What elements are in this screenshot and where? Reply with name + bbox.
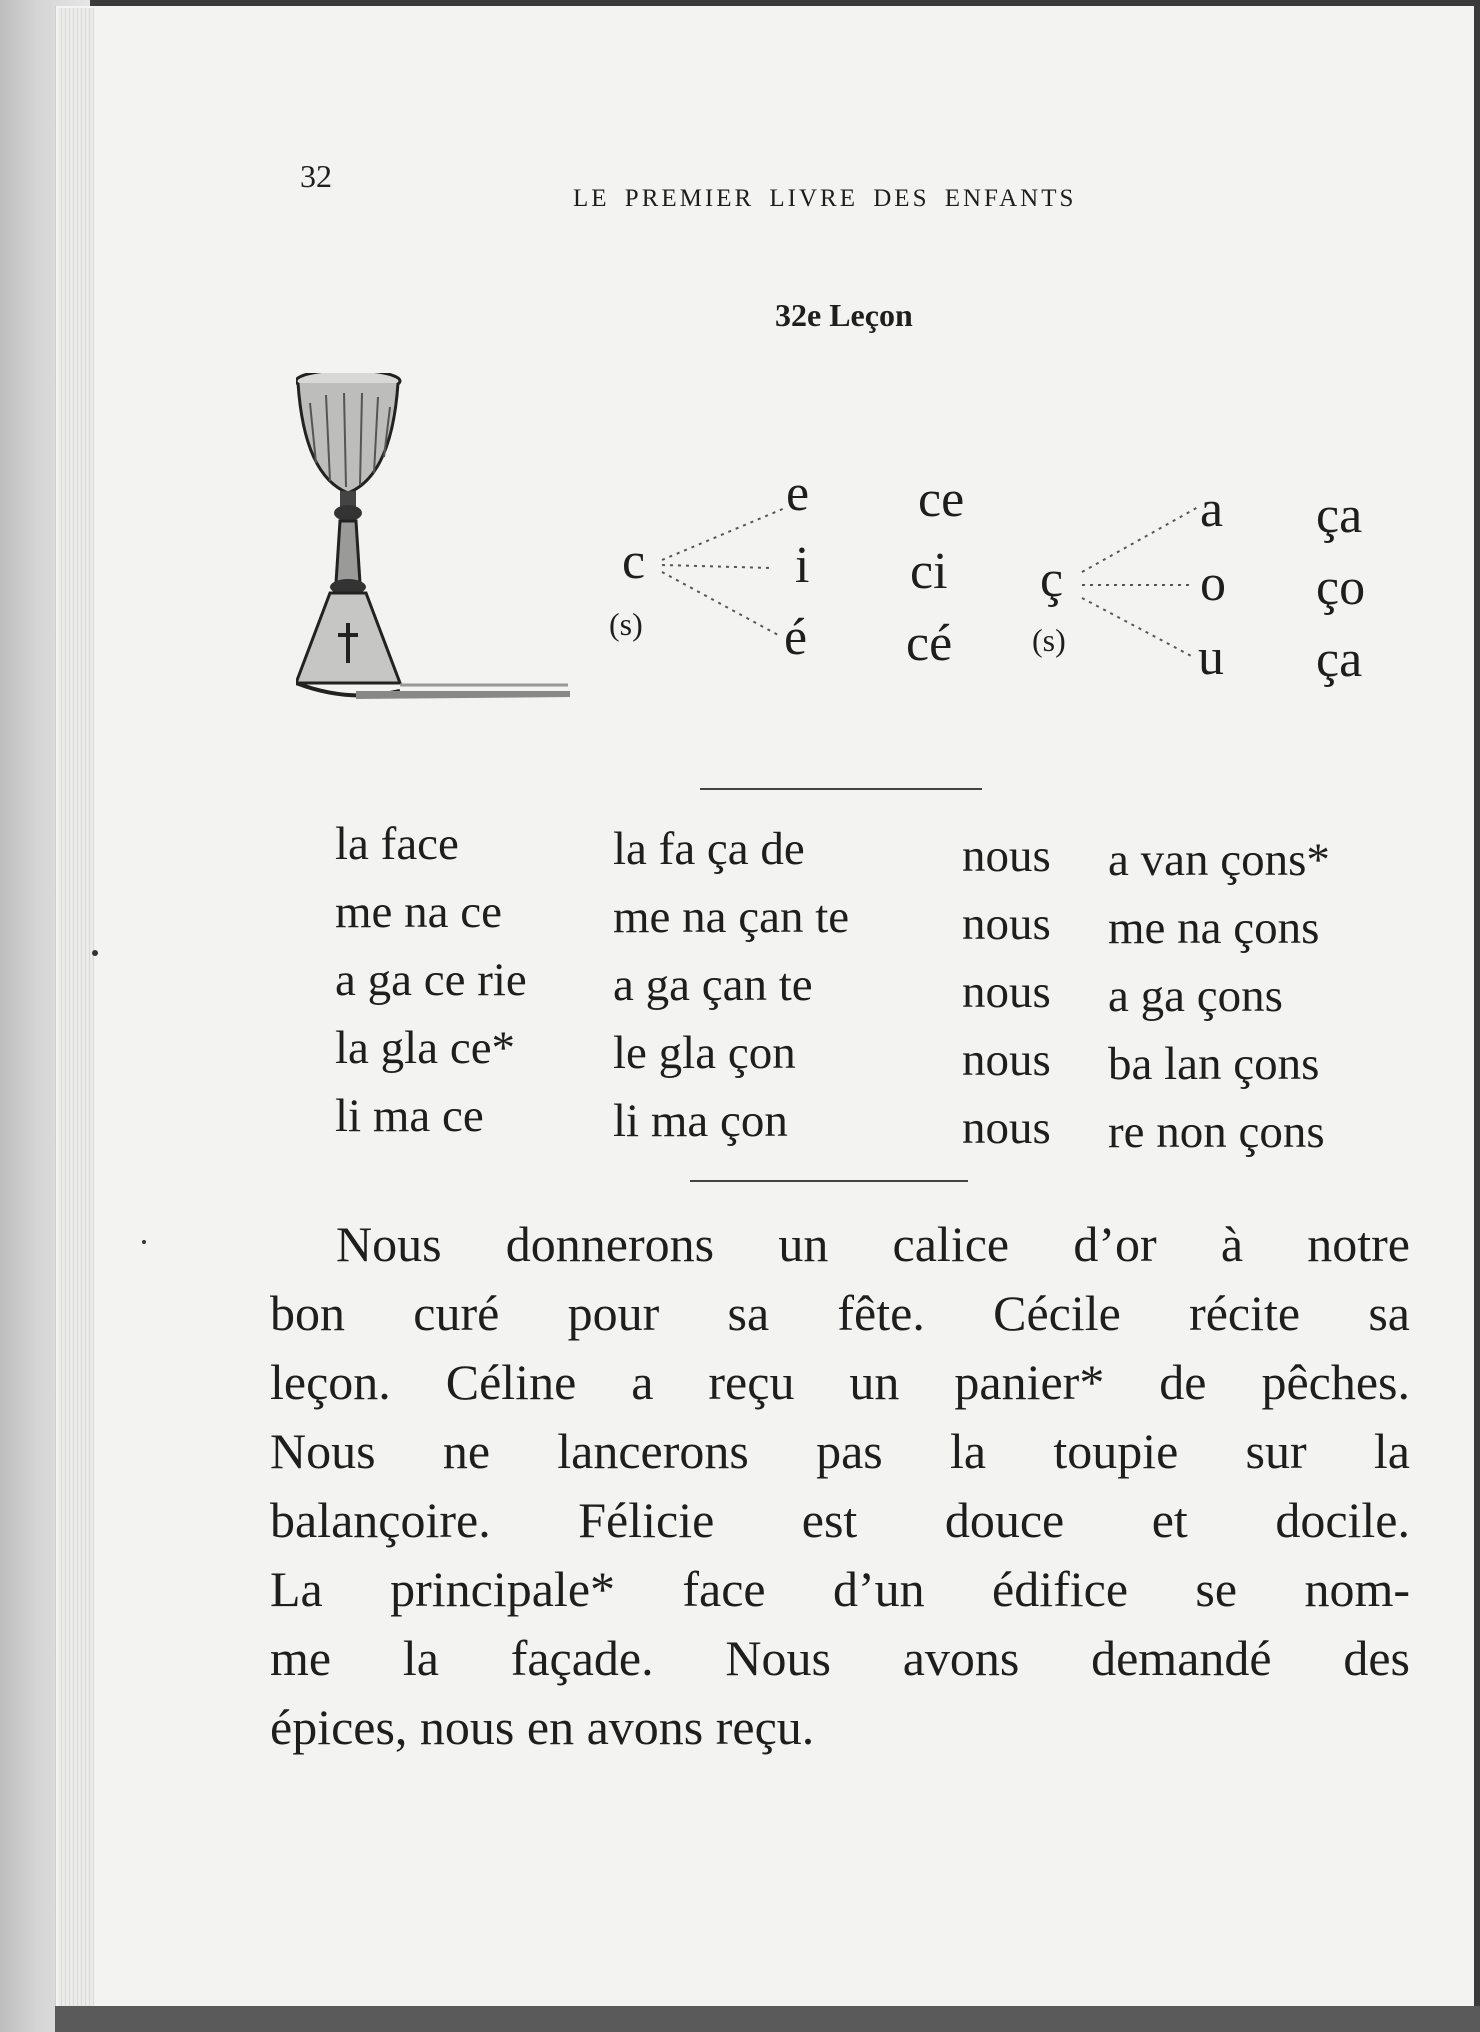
word-col1-row1: la face <box>335 818 459 870</box>
word-col3-row5: nous <box>962 1102 1051 1154</box>
word-col2-row4: le gla çon <box>613 1027 796 1079</box>
word-col4-row3: a ga çons <box>1108 970 1283 1022</box>
cedilla-syllable-co: ço <box>1316 559 1366 616</box>
word-col3-row4: nous <box>962 1034 1051 1086</box>
cedilla-letter: ç <box>1040 551 1064 608</box>
cedilla-syllable-ca-2: ça <box>1316 631 1363 688</box>
paragraph-line-1: Nous donnerons un calice d’or à notre <box>336 1216 1410 1272</box>
word-column-3 <box>962 822 1051 1162</box>
paragraph-line-6: La principale* face d’un édifice se nom- <box>270 1561 1410 1617</box>
lesson-title: 32e Leçon <box>775 297 913 333</box>
word-col4-row2: me na çons <box>1108 902 1320 954</box>
paragraph-line-3: leçon. Céline a reçu un panier* de pêches. <box>270 1354 1410 1410</box>
divider-top <box>700 788 982 790</box>
print-speck <box>142 1240 146 1244</box>
word-col2-row2: me na çan te <box>613 891 850 943</box>
reading-paragraph <box>270 1210 1410 1762</box>
page-number: 32 <box>300 158 332 194</box>
cedilla-vowel-o: o <box>1200 555 1226 612</box>
c-vowel-e-acute: é <box>784 609 808 666</box>
cedilla-vowel-a: a <box>1200 481 1224 538</box>
word-col2-row1: la fa ça de <box>613 823 805 875</box>
c-vowel-e: e <box>786 465 810 522</box>
c-syllable-ci: ci <box>910 543 948 600</box>
cedilla-sound: (s) <box>1032 622 1066 658</box>
paragraph-line-8: épices, nous en avons reçu. <box>270 1699 815 1755</box>
c-sound: (s) <box>609 606 643 642</box>
c-vowel-i: i <box>795 537 810 594</box>
chalice-icon <box>296 373 576 713</box>
word-col4-row1: a van çons* <box>1108 834 1330 886</box>
word-col1-row4: la gla ce* <box>335 1022 516 1074</box>
word-column-1 <box>335 810 527 1150</box>
word-col3-row1: nous <box>962 830 1051 882</box>
paragraph-line-4: Nous ne lancerons pas la toupie sur la <box>270 1423 1410 1479</box>
paragraph-line-7: me la façade. Nous avons demandé des <box>270 1630 1410 1686</box>
word-column-2 <box>613 815 849 1155</box>
word-col4-row5: re non çons <box>1108 1106 1325 1158</box>
word-col3-row2: nous <box>962 898 1051 950</box>
word-col4-row4: ba lan çons <box>1108 1038 1320 1090</box>
word-col2-row5: li ma çon <box>613 1095 788 1147</box>
page-stack-edge <box>58 8 94 2008</box>
word-col2-row3: a ga çan te <box>613 959 813 1011</box>
c-syllable-ce-acute: cé <box>906 615 953 672</box>
paragraph-line-5: balançoire. Félicie est douce et docile. <box>270 1492 1410 1548</box>
print-speck <box>92 950 98 956</box>
word-col1-row5: li ma ce <box>335 1090 484 1142</box>
c-letter: c <box>622 533 646 590</box>
word-col1-row3: a ga ce rie <box>335 954 527 1006</box>
cedilla-vowel-u: u <box>1198 629 1224 686</box>
paragraph-line-2: bon curé pour sa fête. Cécile récite sa <box>270 1285 1410 1341</box>
bottom-shadow <box>55 2006 1480 2032</box>
c-syllable-ce: ce <box>918 471 965 528</box>
word-col1-row2: me na ce <box>335 886 503 938</box>
word-col3-row3: nous <box>962 966 1051 1018</box>
word-column-4 <box>1108 826 1330 1166</box>
running-title: LE PREMIER LIVRE DES ENFANTS <box>573 185 1077 212</box>
divider-bottom <box>690 1180 968 1182</box>
cedilla-syllable-ca: ça <box>1316 487 1363 544</box>
